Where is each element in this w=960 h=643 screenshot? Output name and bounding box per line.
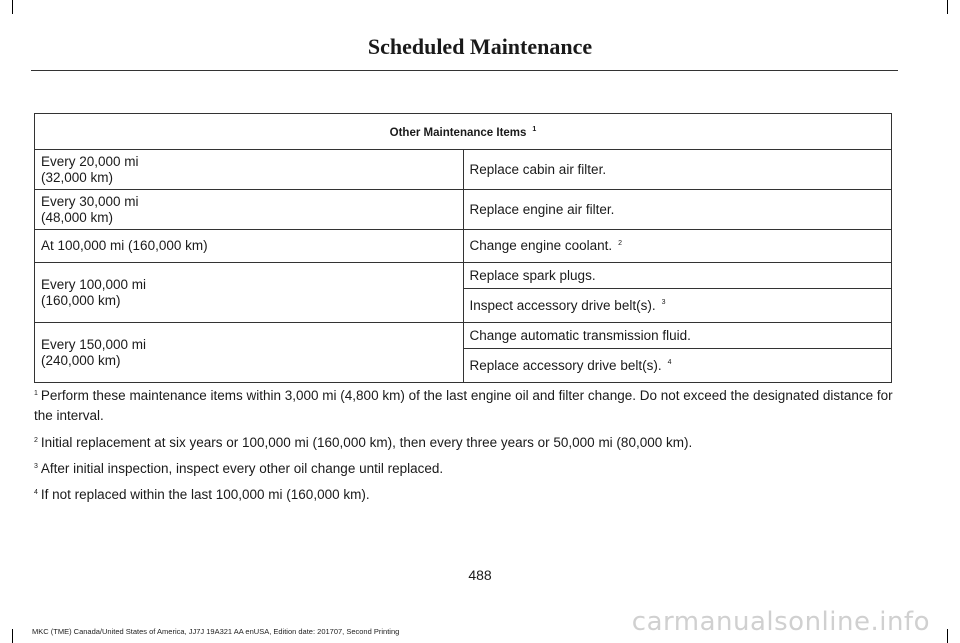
page-title: Scheduled Maintenance bbox=[367, 34, 593, 59]
table-row bbox=[35, 323, 892, 349]
interval-cell: Every 20,000 mi (32,000 km) bbox=[35, 150, 464, 190]
item-cell: Replace accessory drive belt(s). $^4$ bbox=[463, 349, 892, 383]
interval-cell: Every 100,000 mi (160,000 km) bbox=[35, 263, 464, 323]
table-heading: Other Maintenance Items $^1$ bbox=[35, 114, 892, 150]
item-cell: Change engine coolant. $^2$ bbox=[463, 230, 892, 263]
crop-mark-bottom-left bbox=[0, 629, 13, 643]
item-cell: Inspect accessory drive belt(s). $^3$ bbox=[463, 289, 892, 323]
item-cell: Change automatic transmission fluid. bbox=[463, 323, 892, 349]
interval-cell: Every 150,000 mi (240,000 km) bbox=[35, 323, 464, 383]
interval-cell: At 100,000 mi (160,000 km) bbox=[35, 230, 464, 263]
edition-footer: MKC (TME) Canada/United States of America, JJ7J 19A321 AA enUSA, Edition date: 201707, Second Printing bbox=[32, 627, 400, 636]
crop-mark-bottom-right bbox=[947, 629, 960, 643]
footnotes bbox=[34, 386, 896, 511]
footnote: $^4$ If not replaced within the last 100,000 mi (160,000 km). bbox=[34, 487, 370, 502]
page-number: 488 bbox=[468, 567, 492, 583]
footnote-ref: 1 bbox=[532, 125, 537, 133]
item-cell: Replace engine air filter. bbox=[463, 190, 892, 230]
footnote-ref: 4 bbox=[667, 359, 672, 366]
footnote: $^2$ Initial replacement at six years or 100,000 mi (160,000 km), then every three years or 50,000 mi (80,000 km). bbox=[34, 435, 693, 450]
item-cell: Replace cabin air filter. bbox=[463, 150, 892, 190]
table-row bbox=[35, 230, 892, 263]
footnote: $^1$ Perform these maintenance items within 3,000 mi (4,800 km) of the last engine oil and filter change. Do not exceed the designated distance for the interval. bbox=[34, 388, 893, 423]
footnote: $^3$ After initial inspection, inspect every other oil change until replaced. bbox=[34, 461, 444, 476]
title-divider bbox=[31, 70, 898, 71]
table-row bbox=[35, 150, 892, 190]
item-cell: Replace spark plugs. bbox=[463, 263, 892, 289]
interval-cell: Every 30,000 mi (48,000 km) bbox=[35, 190, 464, 230]
table-row bbox=[35, 263, 892, 289]
footnote-ref: 3 bbox=[661, 299, 666, 306]
crop-mark-top-left bbox=[0, 0, 13, 14]
watermark: carmanualsonline.info bbox=[631, 607, 930, 637]
crop-mark-top-right bbox=[947, 0, 960, 14]
maintenance-table bbox=[34, 113, 892, 383]
table-row bbox=[35, 190, 892, 230]
footnote-ref: 2 bbox=[618, 239, 623, 247]
